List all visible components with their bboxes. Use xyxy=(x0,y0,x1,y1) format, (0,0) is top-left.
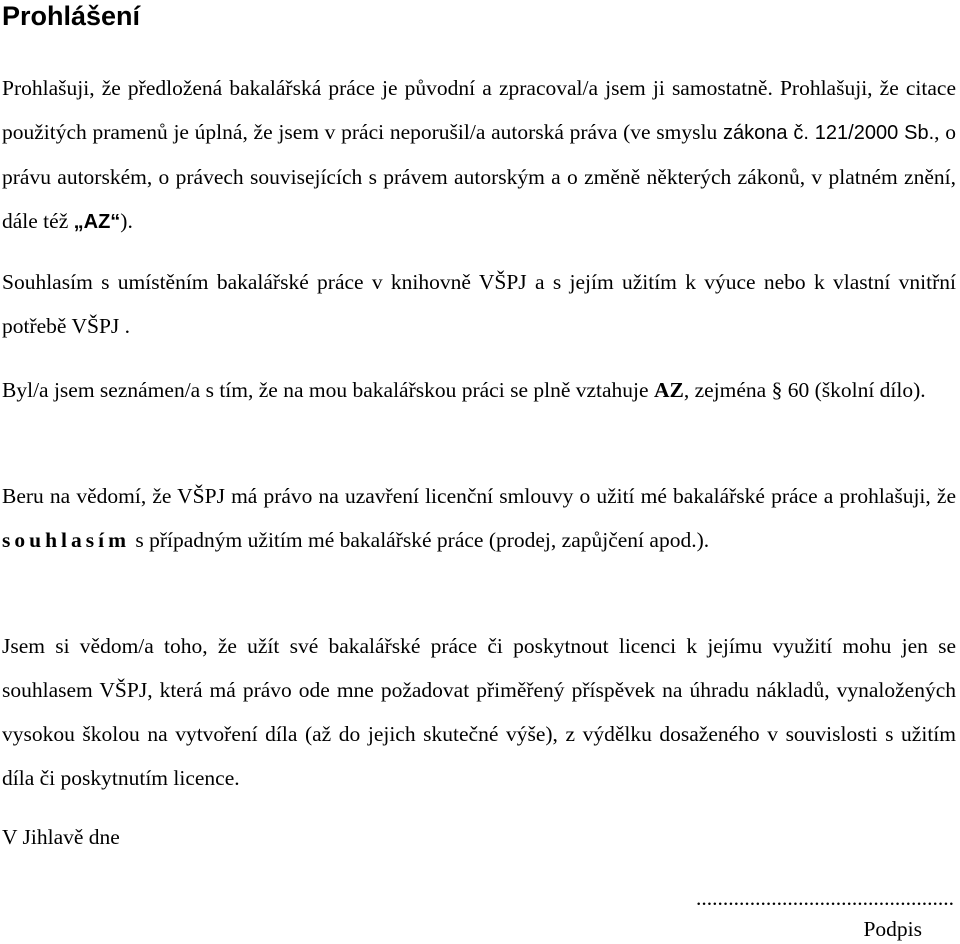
abbreviation-az: „AZ“ xyxy=(73,211,121,233)
declaration-paragraph-usage-terms: Jsem si vědom/a toho, že užít své bakalářské práce či poskytnout licenci k jejímu využití mohu jen se souhlasem VŠPJ, která má právo ode mne požadovat přiměřený příspěvek na úhradu nákladů, vynaložených vysokou školou na vytvoření díla (až do jejich skutečné výše), z výdělku dosaženého v souvislosti s užitím díla či poskytnutím licence. xyxy=(2,634,956,790)
paragraph-text: , zejména § 60 (školní dílo). xyxy=(683,378,926,402)
paragraph-text: ). xyxy=(120,209,133,233)
paragraph-text: s případným užitím mé bakalářské práce (prodej, zapůjčení apod.). xyxy=(130,528,710,552)
page-title: Prohlášení xyxy=(2,1,141,31)
place-date-label: V Jihlavě dne xyxy=(2,825,120,849)
declaration-paragraph-library-consent: Souhlasím s umístěním bakalářské práce v knihovně VŠPJ a s jejím užitím k výuce nebo k vlastní vnitřní potřebě VŠPJ . xyxy=(2,270,956,338)
declaration-paragraph-originality xyxy=(2,66,956,244)
signature-label: Podpis xyxy=(863,917,922,941)
abbreviation-az: AZ xyxy=(653,378,684,402)
paragraph-text: Beru na vědomí, že VŠPJ má právo na uzavření licenční smlouvy o užití mé bakalářské práce a prohlašuji, že xyxy=(2,484,956,508)
paragraph-text: Byl/a jsem seznámen/a s tím, že na mou bakalářskou práci se plně vztahuje xyxy=(2,378,654,402)
law-reference: zákona č. 121/2000 Sb. xyxy=(722,122,935,144)
consent-word-spaced: souhlasím xyxy=(2,528,131,552)
signature-line: ................................................ xyxy=(696,886,954,910)
paragraph-text: , o právu autorském, o právech souvisejících s právem autorským a o změně některých zákonů, v platném znění, dále též xyxy=(2,120,957,233)
paragraph-text: Prohlašuji, že předložená bakalářská práce je původní a zpracoval/a jsem ji samostatně. Prohlašuji, že citace použitých pramenů je úplná, že jsem v práci neporušil/a autorská práva (ve smyslu xyxy=(2,76,956,144)
declaration-paragraph-az-acknowledgement xyxy=(2,368,956,412)
declaration-paragraph-license-agreement xyxy=(2,474,956,562)
